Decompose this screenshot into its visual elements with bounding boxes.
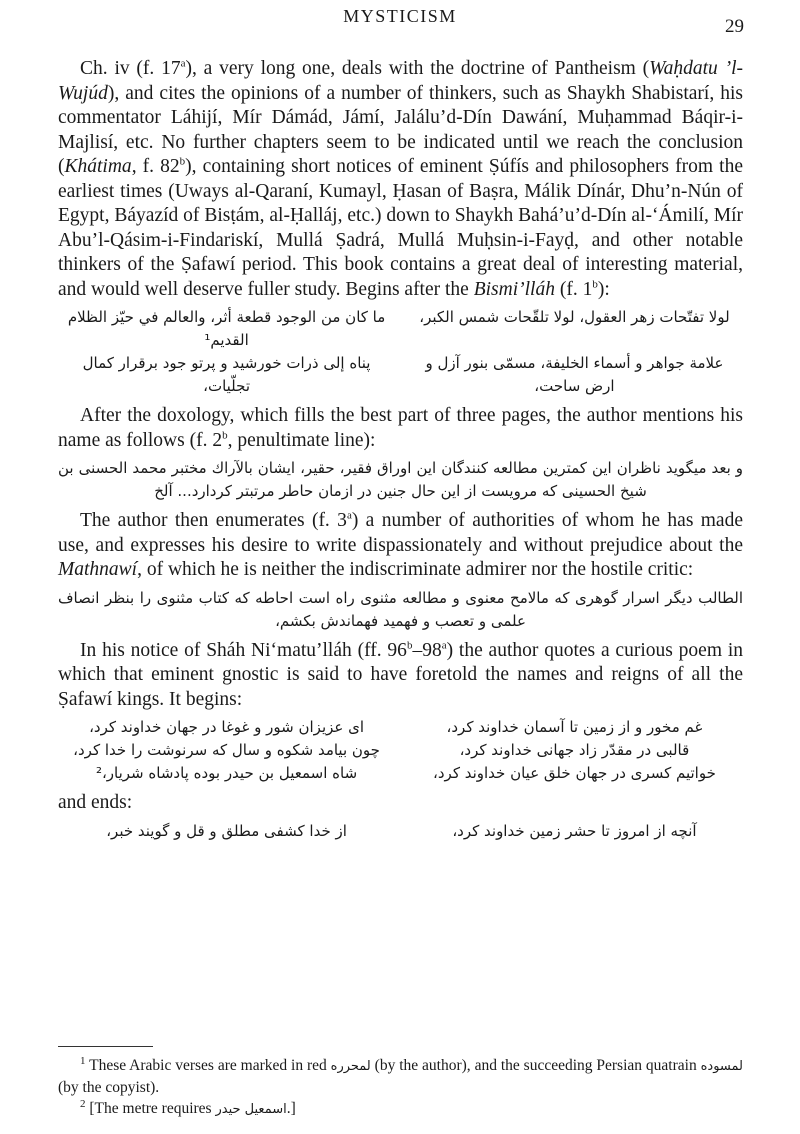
footnote-rule bbox=[58, 1046, 153, 1047]
text-run: ), a very long one, deals with the doctrine of Pantheism ( bbox=[185, 58, 650, 79]
hemistich-left: از خدا كشفى مطلق و قل و گويند خبر، bbox=[106, 821, 347, 840]
hemistich-right: لولا تفتّحات زهر العقول، لولا تلقّحات شمس الكبر، bbox=[419, 308, 730, 326]
text-run: b bbox=[406, 639, 413, 651]
text-run: Khátima bbox=[64, 156, 132, 177]
text-run: .] bbox=[286, 1100, 296, 1117]
arabic-author-name-passage: و بعد ميگويد ناظران اين كمترين مطالعه كنندگان اين اوراق فقير، حقير، ايشان بالآراك مختبر محمد الحسنى بن شيخ الحسينى كه مرويست از اين حال جنين در ازمان حاطر مرتبتر كردارد... آلخ bbox=[58, 459, 743, 500]
text-run: (by the copyist). bbox=[58, 1079, 160, 1096]
text-run: ) a number of authorities of whom he has made use, and expresses his desire to write dispassionately and without prejudice about the bbox=[58, 510, 743, 556]
text-run: b bbox=[592, 278, 598, 290]
text-run: Ch. iv (f. 17 bbox=[80, 58, 181, 79]
text-run: Mathnawí bbox=[58, 559, 138, 580]
footnote-marker: 2 bbox=[80, 1097, 86, 1110]
text-run: ), and cites the opinions of a number of thinkers, such as Shaykh Shabistarí, his commentator Láhijí, Mír Dámád, Jámí, Jalálu’d-Dín Dawání, Muḥammad Báqir-i-Majlisí, etc. No further chapters seem to be indicated until we reach the conclusion ( bbox=[58, 82, 743, 177]
page-number: 29 bbox=[725, 16, 744, 37]
text-run: لمسوده bbox=[700, 1059, 743, 1074]
text-run: لمحرره bbox=[330, 1059, 371, 1074]
arabic-critic-passage: الطالب ديگر اسرار گوهرى كه مالامح معنوى و مطالعه مثنوى راه است احاطه كه كتاب مثنوى را بنظر انصاف علمى و تعصب و فهميد فهماندش بكشم، bbox=[58, 588, 743, 630]
text-run: –98 bbox=[412, 639, 442, 661]
hemistich-right: قالبى در مقدّر زاد جهانى خداوند كرد، bbox=[459, 741, 690, 759]
footnote-2 bbox=[58, 1098, 743, 1120]
text-run: , f. 82 bbox=[131, 156, 180, 177]
hemistich-right: آنچه از امروز تا حشر زمين خداوند كرد، bbox=[452, 821, 697, 840]
text-run: In his notice of Sháh Ni‘matu’lláh (ff. 96 bbox=[80, 639, 407, 661]
text-run: b bbox=[179, 155, 186, 168]
verse-pair bbox=[58, 716, 743, 739]
text-run: [The metre requires bbox=[89, 1100, 216, 1117]
hemistich-left: پناه إلى ذرات خورشيد و پرتو جود برقرار كمال تجلّيات، bbox=[82, 354, 371, 395]
verse-pair bbox=[58, 352, 743, 398]
text-run: After the doxology, which fills the best part of three pages, the author mentions his name as follows (f. 2 bbox=[58, 405, 743, 451]
hemistich-right: خواتيم كسرى در جهان خلق عيان خداوند كرد، bbox=[433, 764, 716, 782]
verse-pair bbox=[58, 762, 743, 785]
hemistich-left: چون بيامد شكوه و سال كه سرنوشت را خدا كرد، bbox=[73, 741, 380, 759]
page-body bbox=[58, 57, 743, 849]
verse-pair bbox=[58, 739, 743, 762]
text-run: (f. 1 bbox=[554, 278, 593, 300]
paragraph-chapter-iv bbox=[58, 57, 743, 302]
persian-poem-opening bbox=[58, 716, 743, 785]
text-run: ) the author quotes a curious poem in which that eminent gnostic is said to have foretold the names and reigns of all the Ṣafawí kings. It begins: bbox=[58, 639, 743, 710]
text-run: These Arabic verses are marked in red bbox=[89, 1057, 331, 1074]
text-run: a bbox=[441, 639, 447, 651]
arabic-doxology-verses bbox=[58, 306, 743, 398]
page-header bbox=[0, 6, 800, 46]
persian-poem-ending bbox=[58, 820, 743, 843]
text-run: Bismi’lláh bbox=[473, 278, 555, 300]
footnote-1: $^1$ These Arabic verses are marked in red لمحرره (by the author), and the succeeding Persian quatrain لمسوده (by the copyist). bbox=[58, 1054, 743, 1096]
paragraph-shah-nimatullah bbox=[58, 639, 743, 713]
text-run: b bbox=[222, 429, 228, 441]
text-run: (by the author), and the succeeding Persian quatrain bbox=[370, 1057, 701, 1074]
text-run: , of which he is neither the indiscriminate admirer nor the hostile critic: bbox=[137, 559, 694, 580]
hemistich-right: علامة جواهر و أسماء الخليفة، مسمّى بنور آزل و ارض ساحت، bbox=[425, 354, 724, 395]
verse-pair bbox=[58, 306, 743, 352]
paragraph-authorities bbox=[58, 509, 743, 583]
text-run: Waḥdatu ’l-Wujúd bbox=[58, 58, 743, 104]
hemistich-left: ما كان من الوجود قطعة أثر، والعالم في حيّز الظلام القديم¹ bbox=[67, 308, 386, 349]
hemistich-right: غم مخور و از زمين تا آسمان خداوند كرد، bbox=[446, 718, 703, 736]
running-head: MYSTICISM bbox=[343, 6, 457, 26]
text-run: a bbox=[346, 509, 352, 522]
and-ends-label: and ends: bbox=[58, 792, 133, 813]
paragraph-doxology bbox=[58, 404, 743, 453]
text-run: The author then enumerates (f. 3 bbox=[80, 510, 347, 531]
text-run: a bbox=[180, 57, 186, 70]
verse-pair bbox=[58, 820, 743, 843]
text-run: اسمعيل حيدر bbox=[215, 1102, 287, 1117]
text-run: , penultimate line): bbox=[227, 429, 376, 451]
hemistich-left: اى عزيزان شور و غوغا در جهان خداوند كرد، bbox=[89, 718, 365, 736]
text-run: ): bbox=[597, 278, 610, 300]
text-run: ), containing short notices of eminent Ṣúfís and philosophers from the earliest times (Uways al-Qaraní, Kumayl, Ḥasan of Baṣra, Málik Dínár, Dhu’n-Nún of Egypt, Báyazíd of Bisṭám, al-Ḥalláj, etc.) down to Shaykh Bahá’u’d-Dín al-‘Ámilí, Mír Abu’l-Qásim-i-Findariskí, Mullá Ṣadrá, Mullá Muḥsin-i-Fayḍ, and other notable thinkers of the Ṣafawí period. This book contains a great deal of interesting material, and would well deserve fuller study. Begins after the bbox=[58, 156, 743, 300]
footnotes bbox=[58, 1055, 743, 1120]
hemistich-left: شاه اسمعيل بن حيدر بوده پادشاه شريار،² bbox=[95, 764, 358, 782]
